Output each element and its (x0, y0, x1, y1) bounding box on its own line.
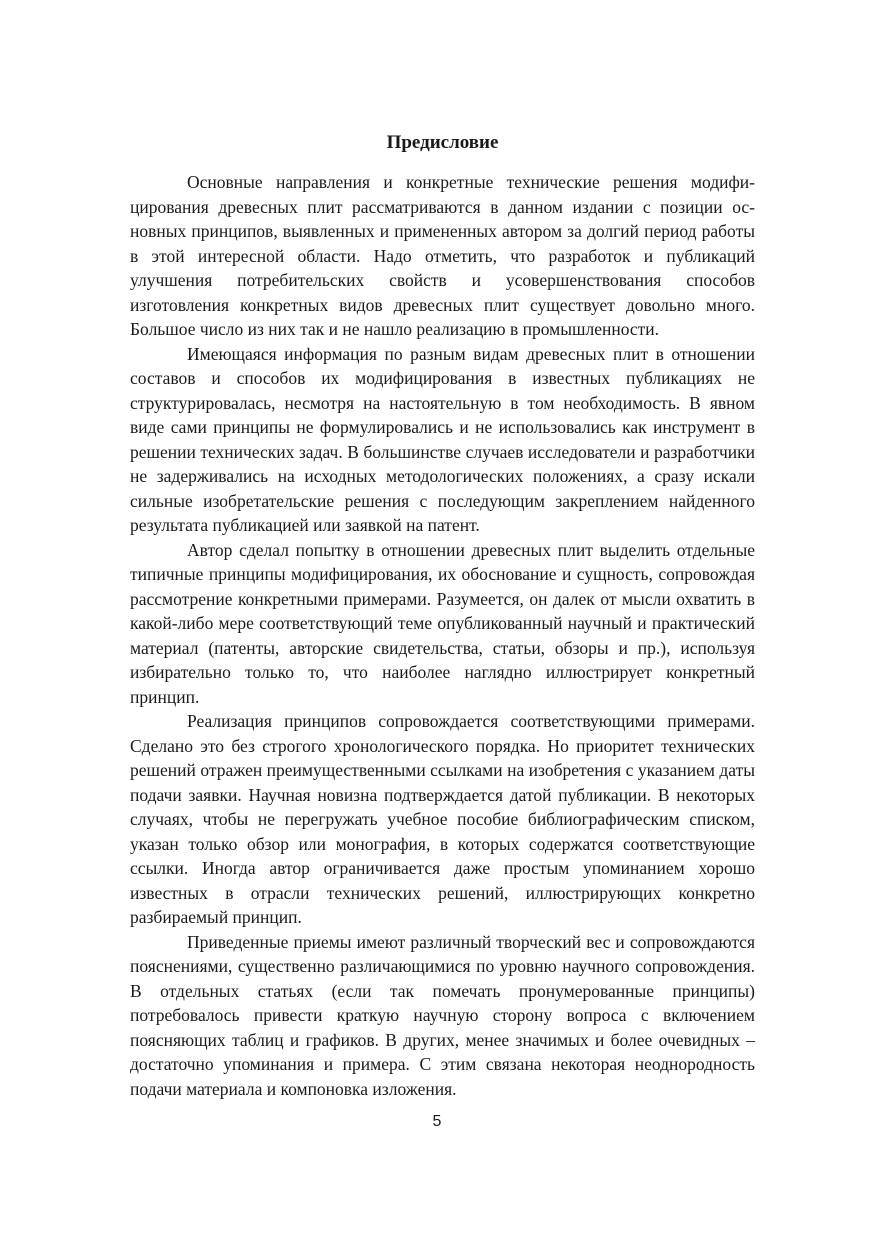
paragraph-2: Имеющаяся информация по разным видам древесных плит в отношении составов и способов их модифицирования в известных публикациях не структурировалась, несмотря на настоятельную в том необходимость. В явном виде сами принципы не формулировались и не использовались как инструмент в решении технических задач. В большинстве случаев исследователи и разработчики не задерживались на исходных методологических положениях, а сразу искали сильные изобретательские решения с последующим закреплением найденного результата публикацией или заявкой на патент. (130, 343, 755, 535)
page-content (130, 130, 755, 1101)
page-number: 5 (432, 1113, 442, 1130)
paragraph-3: Автор сделал попытку в отношении древесных плит выделить отдельные типичные принципы модифицирования, их обоснование и сущность, сопровождая рассмотрение конкретными примерами. Разумеется, он далек от мысли охватить в какой-либо мере соответствующий теме опубликованный научный и практический материал (патенты, авторские свидетельства, статьи, обзоры и пр.), используя избирательно только то, что наиболее наглядно иллюстрирует конкретный принцип. (130, 539, 755, 707)
paragraph-4: Реализация принципов сопровождается соответствующими примерами. Сделано это без строгого хронологического порядка. Но приоритет технических решений отражен преимущественными ссылками на изобретения с указанием даты подачи заявки. Научная новизна подтверждается датой публикации. В некоторых случаях, чтобы не перегружать учебное пособие библиографическим списком, указан только обзор или монография, в которых содержатся соответствующие ссылки. Иногда автор ограничивается даже простым упоминанием хорошо известных в отрасли технических решений, иллюстрирующих конкретно разбираемый принцип. (130, 711, 755, 927)
paragraph-1: Основные направления и конкретные технические решения модифицирования древесных плит рассматриваются в данном издании с позиции основных принципов, выявленных и примененных автором за долгий период работы в этой интересной области. Надо отметить, что разработок и публикаций улучшения потребительских свойств и усовершенствования способов изготовления конкретных видов древесных плит существует довольно много. Большое число из них так и не нашло реализацию в промышленности. (130, 172, 755, 339)
page-title: Предисловие (386, 132, 499, 153)
paragraph-5: Приведенные приемы имеют различный творческий вес и сопровождаются пояснениями, существенно различающимися по уровню научного сопровождения. В отдельных статьях (если так помечать пронумерованные принципы) потребовалось привести краткую научную сторону вопроса с включением поясняющих таблиц и графиков. В других, менее значимых и более очевидных – достаточно упоминания и примера. С этим связана некоторая неоднородность подачи материала и компоновка изложения. (130, 931, 755, 1099)
